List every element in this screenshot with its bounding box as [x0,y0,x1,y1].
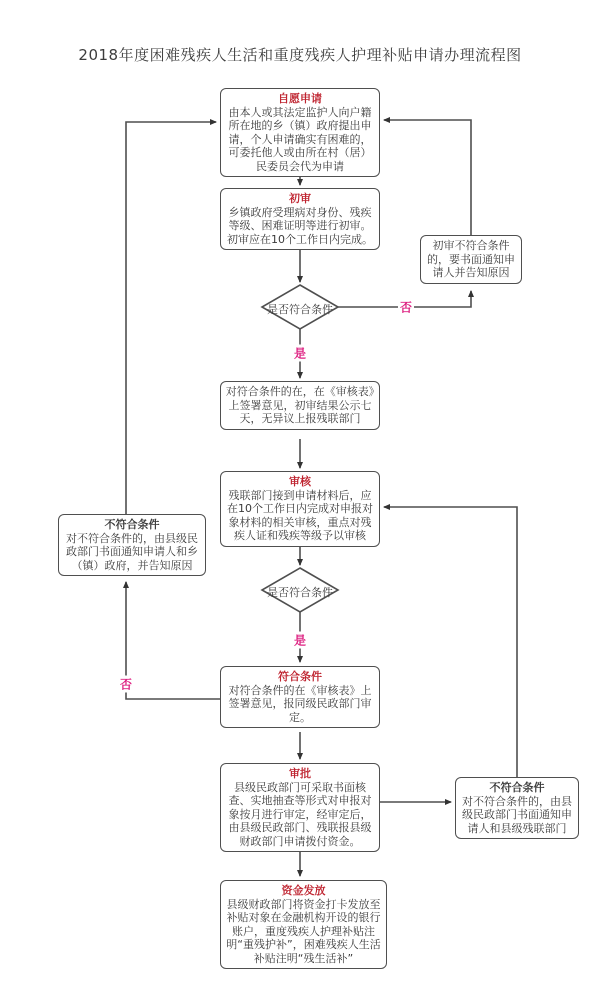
node-approval [220,763,380,852]
node-initial-review [220,188,380,250]
node-review-title: 审核 [289,475,311,488]
node-voluntary-application [220,88,380,177]
node-initial-review-title: 初审 [289,192,311,205]
edge-decision2-no [126,582,220,699]
node-voluntary-application-body: 由本人或其法定监护人向户籍所在地的乡（镇）政府提出申请，个人申请确实有困难的，可委托他人或由所在村（居）民委员会代为申请 [228,105,372,173]
decision1-label: 是否符合条件 [267,303,333,316]
edge-label-yes-1: 是 [293,346,307,361]
node-qualified [220,666,380,728]
edge-label-yes-2: 是 [293,633,307,648]
edge-label-no-1: 否 [399,300,413,315]
edge-initial-reject-to-apply [384,120,471,235]
edge-review-reject-to-apply [126,122,216,514]
node-review-body: 残联部门接到申请材料后，应在10个工作日内完成对申报对象材料的相关审核，重点对残疾人证和残疾等级予以审核 [227,488,373,542]
edge-approval-reject-to-review [384,507,517,777]
decision2-label: 是否符合条件 [267,586,333,599]
node-review [220,471,380,547]
node-initial-reject [420,235,522,284]
node-review-reject-body: 对不符合条件的，由县级民政部门书面通知申请人和乡（镇）政府，并告知原因 [66,531,198,572]
node-initial-review-body: 乡镇政府受理病对身份、残疾等级、困难证明等进行初审。初审应在10个工作日内完成。 [227,205,373,246]
node-initial-reject-body: 初审不符合条件的，要书面通知申请人并告知原因 [427,239,515,279]
node-review-reject-title: 不符合条件 [104,518,160,531]
node-approval-reject [455,777,579,839]
node-approval-body: 县级民政部门可采取书面核查、实地抽查等形式对申报对象按月进行审定，经审定后，由县级民政部门、残联报县级财政部门申请拨付资金。 [228,780,372,848]
node-approval-title: 审批 [289,767,311,780]
node-fund-release-body: 县级财政部门将资金打卡发放至补贴对象在金融机构开设的银行账户，重度残疾人护理补贴注明“重残护补”，困难残疾人生活补贴注明“残生活补” [226,897,381,965]
node-approval-reject-title: 不符合条件 [489,781,545,794]
node-review-reject [58,514,206,576]
page-title: 2018年度困难残疾人生活和重度残疾人护理补贴申请办理流程图 [78,46,522,64]
node-fund-release-title: 资金发放 [281,884,326,897]
node-approval-reject-body: 对不符合条件的，由县级民政部门书面通知申请人和县级残联部门 [462,794,572,835]
node-fund-release [220,880,387,969]
node-sign-publicity [220,381,380,430]
edge-label-no-2: 否 [119,677,133,692]
node-qualified-title: 符合条件 [278,670,322,683]
node-qualified-body: 对符合条件的在《审核表》上签署意见，报同级民政部门审定。 [228,683,372,724]
node-sign-publicity-body: 对符合条件的在，在《审核表》上签署意见，初审结果公示七天，无异议上报残联部门 [225,385,375,425]
node-voluntary-application-title: 自愿申请 [278,92,322,105]
